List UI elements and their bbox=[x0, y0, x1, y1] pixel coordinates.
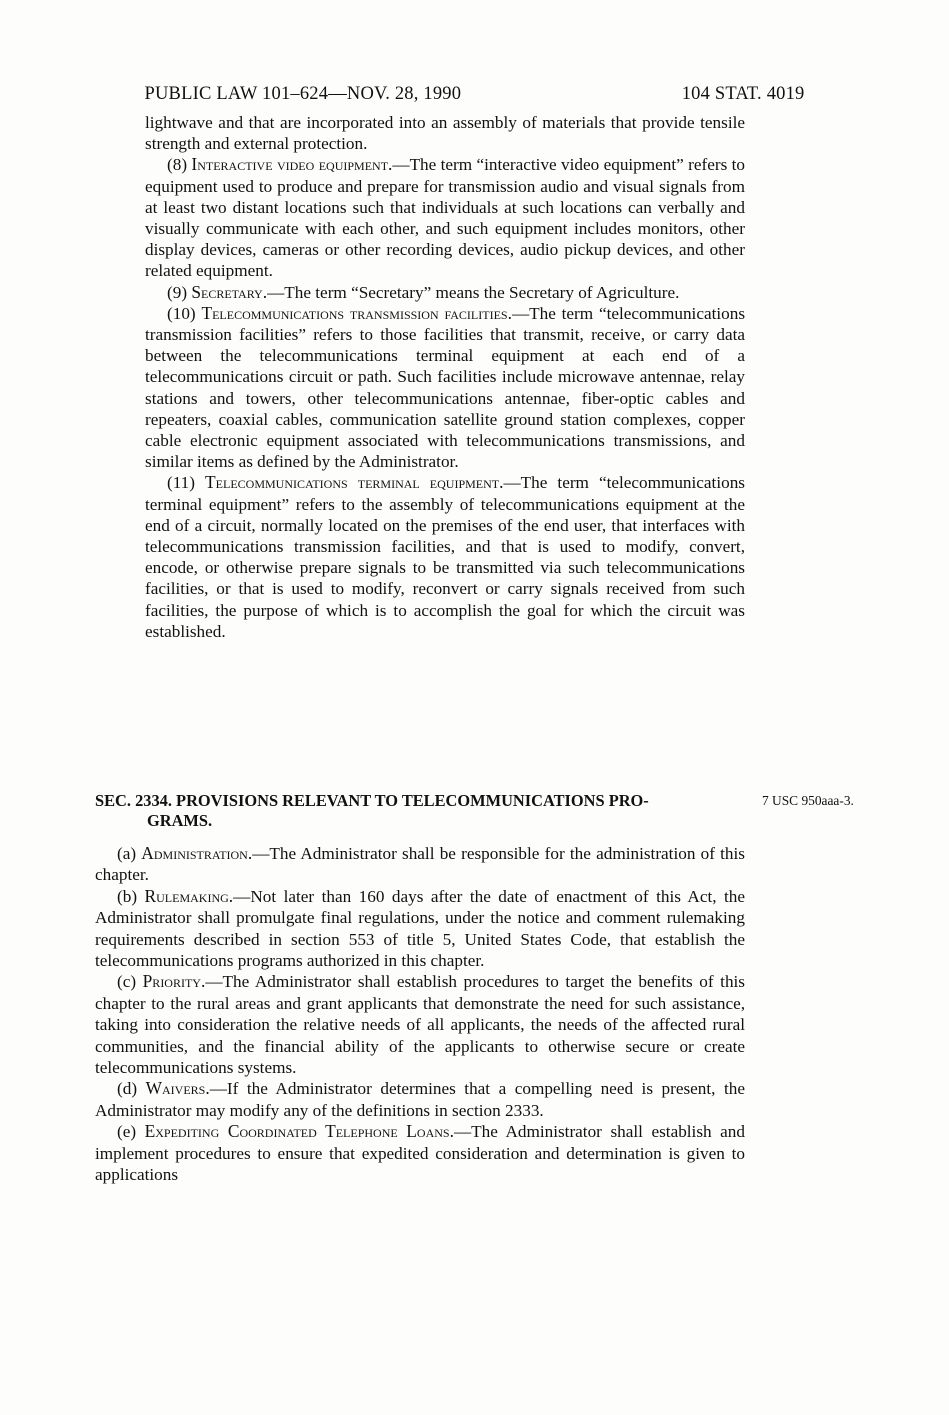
subsection-e-term: Expediting Coordinated Telephone Loans. bbox=[144, 1121, 454, 1142]
paragraph-9-term: Secretary. bbox=[191, 281, 268, 302]
paragraph-11-text: —The term “telecommunications terminal equipment” refers to the assembly of telecommunications equipment at the end of a circuit, normally located on the premises of the end user, that interfaces with telecommunications transmission facilities, and that is used to modify, convert, encode, or otherwise prepare signals to be transmitted via such telecommunications facilities, or that is used to modify, reconvert or carry signals received from such facilities, the purpose of which is to accomplish the goal for which the circuit was established. bbox=[145, 473, 745, 641]
paragraph-8-number: (8) bbox=[167, 155, 188, 175]
body-text-bottom bbox=[95, 843, 745, 1186]
subsection-d-term: Waivers. bbox=[145, 1078, 210, 1099]
paragraph-continuation: lightwave and that are incorporated into an assembly of materials that provide tensile strength and external protection. bbox=[145, 113, 745, 154]
subsection-c-text: —The Administrator shall establish procedures to target the benefits of this chapter to the rural areas and grant applicants that demonstrate the need for such assistance, taking into consideration the relative needs of all applicants, the needs of the affected rural communities, and the financial ability of the applicants to otherwise secure or create telecommunications systems. bbox=[95, 972, 746, 1078]
body-text-top bbox=[145, 112, 745, 642]
paragraph-9-text: —The term “Secretary” means the Secretary of Agriculture. bbox=[267, 282, 680, 302]
section-heading-line2: GRAMS. bbox=[147, 811, 213, 830]
subsection-a-label: (a) bbox=[117, 844, 137, 863]
subsection-c-term: Priority. bbox=[142, 971, 206, 992]
subsection-e bbox=[95, 1121, 745, 1185]
subsection-b bbox=[95, 886, 745, 972]
subsection-d-label: (d) bbox=[117, 1079, 138, 1099]
paragraph-9-number: (9) bbox=[167, 282, 188, 302]
subsection-b-label: (b) bbox=[117, 886, 138, 906]
subsection-e-label: (e) bbox=[117, 1122, 137, 1142]
public-law-citation: PUBLIC LAW 101–624—NOV. 28, 1990 bbox=[144, 84, 462, 104]
subsection-c bbox=[95, 971, 745, 1078]
paragraph-8-text: —The term “interactive video equipment” refers to equipment used to produce and prepare for transmission audio and visual signals from at least two distant locations such that individuals at such locations can verbally and visually communicate with each other, and such equipment includes monitors, other display devices, cameras or other recording devices, audio pickup devices, and other related equipment. bbox=[145, 155, 745, 281]
section-heading-line1: SEC. 2334. PROVISIONS RELEVANT TO TELECOMMUNICATIONS PRO- bbox=[95, 791, 649, 810]
subsection-a-term: Administration. bbox=[141, 843, 253, 863]
section-heading bbox=[95, 791, 745, 831]
subsection-d-text: —If the Administrator determines that a compelling need is present, the Administrator may modify any of the definitions in section 2333. bbox=[95, 1079, 745, 1120]
paragraph-10-number: (10) bbox=[167, 303, 196, 323]
subsection-b-term: Rulemaking. bbox=[144, 885, 234, 906]
subsection-c-label: (c) bbox=[117, 972, 137, 992]
subsection-d bbox=[95, 1078, 745, 1121]
paragraph-10-text: —The term “telecommunications transmission facilities” refers to those facilities that transmit, receive, or carry data between the telecommunications terminal equipment at each end of a telecommunications circuit or path. Such facilities include microwave antennae, relay stations and towers, other telecommunications antennae, fiber-optic cables and repeaters, coaxial cables, communication satellite ground station complexes, copper cable electronic equipment associated with telecommunications transmissions, and similar items as defined by the Administrator. bbox=[145, 303, 746, 472]
page-header bbox=[0, 68, 949, 104]
paragraph-9 bbox=[145, 282, 745, 303]
statute-page-number: 104 STAT. 4019 bbox=[681, 84, 805, 104]
subsection-b-text: —Not later than 160 days after the date of enactment of this Act, the Administrator shall promulgate final regulations, under the notice and comment rulemaking requirements described in section 553 of title 5, United States Code, that establish the telecommunications programs authorized in this chapter. bbox=[95, 886, 746, 971]
paragraph-11-term: Telecommunications terminal equipment. bbox=[205, 472, 504, 493]
subsection-a-text: —The Administrator shall be responsible for the administration of this chapter. bbox=[95, 844, 745, 885]
paragraph-11 bbox=[145, 472, 745, 642]
paragraph-10-term: Telecommunications transmission facilities. bbox=[201, 302, 512, 323]
paragraph-8 bbox=[145, 154, 745, 281]
subsection-a bbox=[95, 843, 745, 886]
paragraph-10 bbox=[145, 303, 745, 473]
paragraph-8-term: Interactive video equipment. bbox=[191, 154, 393, 175]
subsection-e-text: —The Administrator shall establish and implement procedures to ensure that expedited consideration and determination is given to applications bbox=[95, 1122, 745, 1185]
margin-note-usc-citation: 7 USC 950aaa-3. bbox=[762, 793, 854, 808]
paragraph-11-number: (11) bbox=[167, 473, 195, 493]
